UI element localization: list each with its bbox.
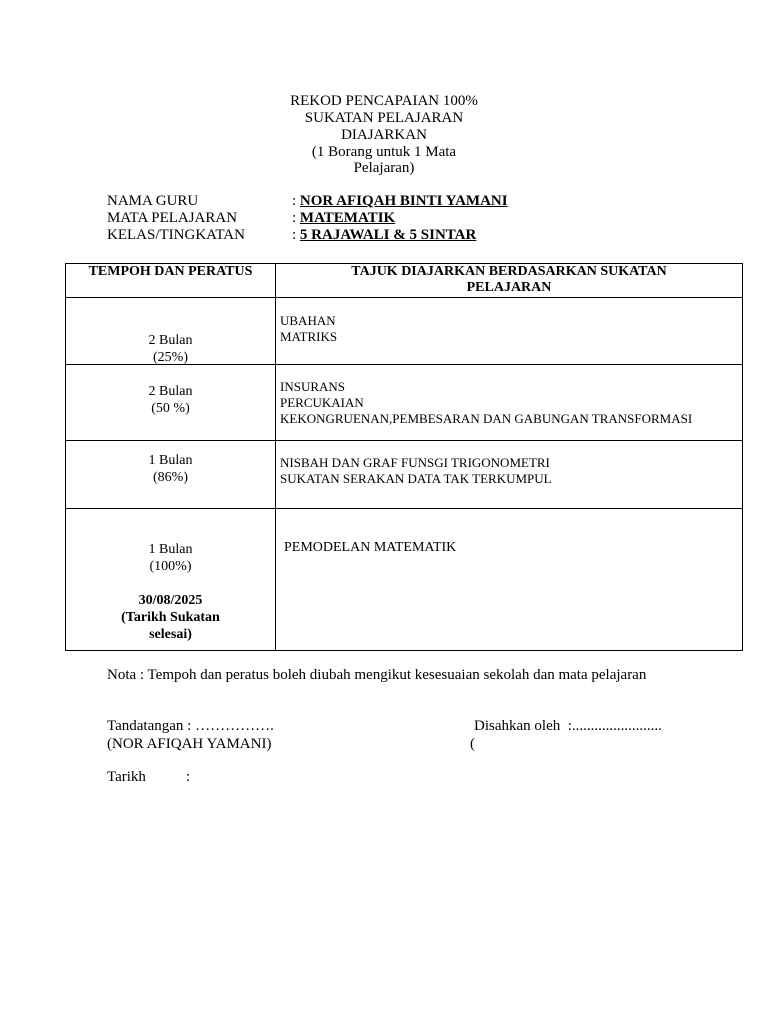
- title-line-4: (1 Borang untuk 1 Mata: [311, 144, 457, 160]
- percent-label: (50 %): [151, 401, 190, 416]
- signature-name: (NOR AFIQAH YAMANI): [107, 736, 272, 752]
- title-line-1: REKOD PENCAPAIAN 100%: [290, 93, 478, 109]
- table-row-3-period: [66, 452, 275, 486]
- table-divider: [65, 440, 743, 441]
- title-line-3: DIAJARKAN: [341, 127, 427, 143]
- header-tajuk-line-1: TAJUK DIAJARKAN BERDASARKAN SUKATAN: [351, 264, 667, 279]
- topic-item: SUKATAN SERAKAN DATA TAK TERKUMPUL: [280, 471, 552, 486]
- header-tempoh: TEMPOH DAN PERATUS: [88, 264, 253, 279]
- info-value-guru: : NOR AFIQAH BINTI YAMANI: [292, 193, 508, 209]
- approval-line: Disahkan oleh :........................: [474, 718, 662, 734]
- table-border-bottom: [65, 650, 743, 651]
- percent-label: (86%): [153, 470, 188, 485]
- info-label-guru: NAMA GURU: [107, 193, 199, 209]
- date-label: Tarikh: [107, 769, 146, 785]
- table-row-3-topics: [280, 455, 552, 487]
- percent-label: (100%): [149, 559, 192, 574]
- table-column-divider: [275, 263, 276, 651]
- completion-date-note: (Tarikh Sukatan: [121, 610, 220, 625]
- nota-text: Nota : Tempoh dan peratus boleh diubah mengikut kesesuaian sekolah dan mata pelajaran: [107, 667, 647, 683]
- info-label-class: KELAS/TINGKATAN: [107, 227, 245, 243]
- info-value-class: : 5 RAJAWALI & 5 SINTAR: [292, 227, 477, 243]
- date-colon: :: [186, 769, 191, 785]
- percent-label: (25%): [153, 350, 188, 365]
- period-label: 1 Bulan: [148, 453, 193, 468]
- info-label-subject: MATA PELAJARAN: [107, 210, 238, 226]
- table-border-right: [742, 263, 743, 651]
- info-value-subject: : MATEMATIK: [292, 210, 396, 226]
- period-label: 1 Bulan: [148, 542, 193, 557]
- table-row-2-topics: [280, 379, 692, 427]
- table-row-1-topics: [280, 313, 337, 345]
- table-row-4-topics: [284, 540, 456, 556]
- header-tajuk: [276, 264, 742, 296]
- period-label: 2 Bulan: [148, 333, 193, 348]
- signature-line: Tandatangan : …………….: [107, 718, 274, 734]
- title-line-5: Pelajaran): [353, 160, 415, 176]
- topic-item: MATRIKS: [280, 329, 338, 344]
- table-row-4-period: [66, 541, 275, 643]
- topic-item: PERCUKAIAN: [280, 395, 364, 410]
- table-divider: [65, 297, 743, 298]
- header-tajuk-line-2: PELAJARAN: [466, 280, 552, 295]
- period-label: 2 Bulan: [148, 384, 193, 399]
- approval-bracket: (: [470, 736, 475, 752]
- topic-item: PEMODELAN MATEMATIK: [284, 540, 457, 555]
- completion-date-note: selesai): [149, 627, 192, 642]
- table-divider: [65, 508, 743, 509]
- topic-item: KEKONGRUENAN,PEMBESARAN DAN GABUNGAN TRANSFORMASI: [280, 411, 693, 426]
- topic-item: UBAHAN: [280, 313, 336, 328]
- completion-date: 30/08/2025: [138, 593, 203, 608]
- topic-item: NISBAH DAN GRAF FUNSGI TRIGONOMETRI: [280, 455, 550, 470]
- table-row-2-period: [66, 383, 275, 417]
- table-row-1-period: [66, 332, 275, 366]
- topic-item: INSURANS: [280, 379, 346, 394]
- title-line-2: SUKATAN PELAJARAN: [304, 110, 464, 126]
